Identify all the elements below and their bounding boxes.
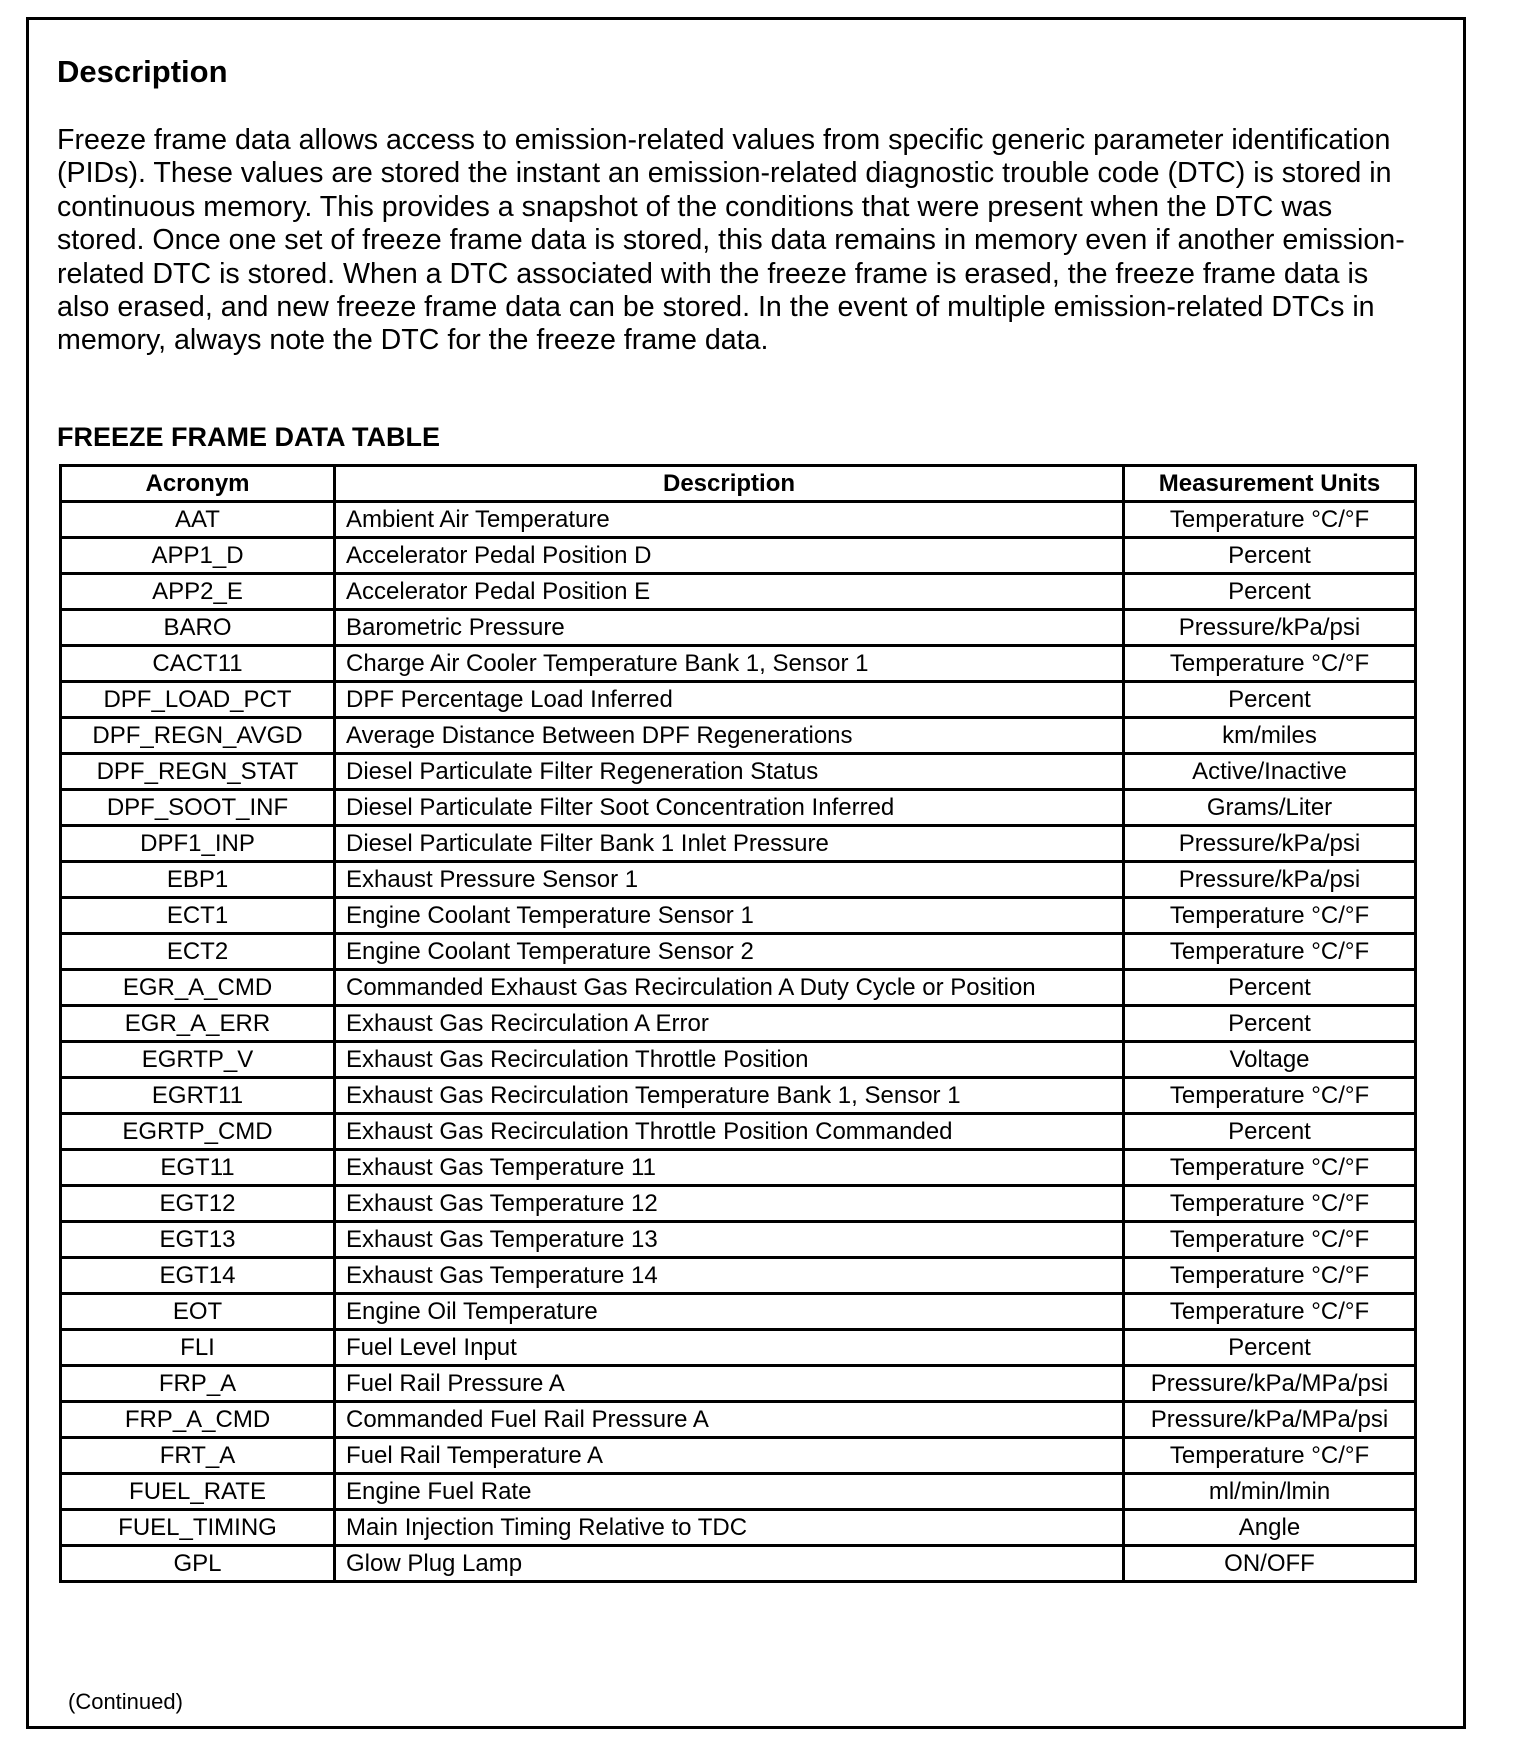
cell-description: Diesel Particulate Filter Bank 1 Inlet Pressure — [335, 826, 1124, 862]
cell-units: Temperature °C/°F — [1124, 1078, 1416, 1114]
cell-units: Pressure/kPa/psi — [1124, 862, 1416, 898]
cell-description: Average Distance Between DPF Regenerations — [335, 718, 1124, 754]
cell-units: Percent — [1124, 1330, 1416, 1366]
cell-units: Percent — [1124, 574, 1416, 610]
table-row — [61, 1366, 1416, 1402]
cell-acronym: AAT — [61, 502, 335, 538]
cell-units: Temperature °C/°F — [1124, 934, 1416, 970]
table-row — [61, 934, 1416, 970]
table-row — [61, 754, 1416, 790]
cell-acronym: EGT11 — [61, 1150, 335, 1186]
cell-description: Exhaust Gas Recirculation A Error — [335, 1006, 1124, 1042]
cell-units: Percent — [1124, 1114, 1416, 1150]
cell-units: Temperature °C/°F — [1124, 502, 1416, 538]
cell-units: Temperature °C/°F — [1124, 1186, 1416, 1222]
cell-acronym: FLI — [61, 1330, 335, 1366]
cell-description: Engine Coolant Temperature Sensor 2 — [335, 934, 1124, 970]
continued-note: (Continued) — [68, 1689, 183, 1714]
table-row — [61, 1150, 1416, 1186]
table-row — [61, 1510, 1416, 1546]
table-row — [61, 502, 1416, 538]
cell-acronym: EGRTP_CMD — [61, 1114, 335, 1150]
cell-acronym: EOT — [61, 1294, 335, 1330]
cell-units: Grams/Liter — [1124, 790, 1416, 826]
column-header-units: Measurement Units — [1124, 466, 1416, 502]
cell-units: Angle — [1124, 1510, 1416, 1546]
column-header-acronym: Acronym — [61, 466, 335, 502]
cell-acronym: DPF_SOOT_INF — [61, 790, 335, 826]
cell-units: Percent — [1124, 1006, 1416, 1042]
cell-acronym: EGT14 — [61, 1258, 335, 1294]
table-row — [61, 1294, 1416, 1330]
cell-acronym: GPL — [61, 1546, 335, 1582]
cell-description: Commanded Fuel Rail Pressure A — [335, 1402, 1124, 1438]
table-title: FREEZE FRAME DATA TABLE — [57, 422, 440, 452]
cell-acronym: EGR_A_CMD — [61, 970, 335, 1006]
cell-units: Pressure/kPa/psi — [1124, 610, 1416, 646]
description-paragraph: Freeze frame data allows access to emission-related values from specific generic parameter identification (PIDs). These values are stored the instant an emission-related diagnostic trouble code (DTC) is stored in continuous memory. This provides a snapshot of the conditions that were present when the DTC was stored. Once one set of freeze frame data is stored, this data remains in memory even if another emission-related DTC is stored. When a DTC associated with the freeze frame is erased, the freeze frame data is also erased, and new freeze frame data can be stored. In the event of multiple emission-related DTCs in memory, always note the DTC for the freeze frame data. — [57, 124, 1405, 357]
cell-units: km/miles — [1124, 718, 1416, 754]
cell-units: ON/OFF — [1124, 1546, 1416, 1582]
cell-description: DPF Percentage Load Inferred — [335, 682, 1124, 718]
cell-acronym: EGT13 — [61, 1222, 335, 1258]
cell-units: Voltage — [1124, 1042, 1416, 1078]
table-row — [61, 1042, 1416, 1078]
table-row — [61, 970, 1416, 1006]
table-row — [61, 1546, 1416, 1582]
cell-description: Fuel Rail Temperature A — [335, 1438, 1124, 1474]
cell-units: ml/min/lmin — [1124, 1474, 1416, 1510]
table-header-row — [61, 466, 1416, 502]
column-header-description: Description — [335, 466, 1124, 502]
table-row — [61, 898, 1416, 934]
cell-description: Exhaust Gas Recirculation Throttle Position Commanded — [335, 1114, 1124, 1150]
table-row — [61, 1114, 1416, 1150]
cell-description: Engine Oil Temperature — [335, 1294, 1124, 1330]
cell-acronym: EBP1 — [61, 862, 335, 898]
cell-description: Exhaust Gas Recirculation Throttle Position — [335, 1042, 1124, 1078]
table-row — [61, 826, 1416, 862]
cell-units: Pressure/kPa/psi — [1124, 826, 1416, 862]
cell-acronym: DPF_LOAD_PCT — [61, 682, 335, 718]
table-row — [61, 1474, 1416, 1510]
table-row — [61, 1402, 1416, 1438]
table-row — [61, 790, 1416, 826]
cell-description: Accelerator Pedal Position D — [335, 538, 1124, 574]
table-row — [61, 646, 1416, 682]
cell-acronym: EGR_A_ERR — [61, 1006, 335, 1042]
cell-acronym: CACT11 — [61, 646, 335, 682]
table-row — [61, 1222, 1416, 1258]
table-row — [61, 862, 1416, 898]
cell-description: Exhaust Pressure Sensor 1 — [335, 862, 1124, 898]
table-row — [61, 1006, 1416, 1042]
cell-description: Diesel Particulate Filter Regeneration Status — [335, 754, 1124, 790]
cell-description: Exhaust Gas Temperature 11 — [335, 1150, 1124, 1186]
table-row — [61, 1438, 1416, 1474]
cell-units: Temperature °C/°F — [1124, 646, 1416, 682]
table-row — [61, 574, 1416, 610]
cell-acronym: FUEL_TIMING — [61, 1510, 335, 1546]
cell-acronym: FRP_A — [61, 1366, 335, 1402]
table-row — [61, 682, 1416, 718]
description-heading: Description — [57, 54, 228, 89]
table-row — [61, 1330, 1416, 1366]
table-row — [61, 1186, 1416, 1222]
table-row — [61, 718, 1416, 754]
cell-acronym: FRT_A — [61, 1438, 335, 1474]
cell-units: Percent — [1124, 682, 1416, 718]
cell-units: Percent — [1124, 538, 1416, 574]
cell-acronym: EGRTP_V — [61, 1042, 335, 1078]
cell-description: Main Injection Timing Relative to TDC — [335, 1510, 1124, 1546]
cell-units: Pressure/kPa/MPa/psi — [1124, 1402, 1416, 1438]
cell-acronym: DPF_REGN_AVGD — [61, 718, 335, 754]
cell-units: Temperature °C/°F — [1124, 1258, 1416, 1294]
cell-description: Exhaust Gas Recirculation Temperature Bank 1, Sensor 1 — [335, 1078, 1124, 1114]
cell-description: Charge Air Cooler Temperature Bank 1, Sensor 1 — [335, 646, 1124, 682]
cell-description: Fuel Rail Pressure A — [335, 1366, 1124, 1402]
cell-acronym: APP1_D — [61, 538, 335, 574]
cell-units: Active/Inactive — [1124, 754, 1416, 790]
cell-acronym: EGT12 — [61, 1186, 335, 1222]
table-row — [61, 538, 1416, 574]
cell-description: Glow Plug Lamp — [335, 1546, 1124, 1582]
cell-description: Fuel Level Input — [335, 1330, 1124, 1366]
cell-description: Exhaust Gas Temperature 13 — [335, 1222, 1124, 1258]
cell-acronym: ECT2 — [61, 934, 335, 970]
cell-description: Engine Coolant Temperature Sensor 1 — [335, 898, 1124, 934]
cell-description: Ambient Air Temperature — [335, 502, 1124, 538]
cell-acronym: DPF1_INP — [61, 826, 335, 862]
cell-description: Accelerator Pedal Position E — [335, 574, 1124, 610]
cell-acronym: DPF_REGN_STAT — [61, 754, 335, 790]
cell-acronym: FRP_A_CMD — [61, 1402, 335, 1438]
cell-description: Commanded Exhaust Gas Recirculation A Duty Cycle or Position — [335, 970, 1124, 1006]
cell-acronym: ECT1 — [61, 898, 335, 934]
table-row — [61, 1078, 1416, 1114]
cell-acronym: EGRT11 — [61, 1078, 335, 1114]
cell-description: Diesel Particulate Filter Soot Concentration Inferred — [335, 790, 1124, 826]
cell-description: Barometric Pressure — [335, 610, 1124, 646]
cell-units: Temperature °C/°F — [1124, 1222, 1416, 1258]
cell-units: Pressure/kPa/MPa/psi — [1124, 1366, 1416, 1402]
cell-units: Temperature °C/°F — [1124, 1438, 1416, 1474]
table-row — [61, 1258, 1416, 1294]
cell-units: Percent — [1124, 970, 1416, 1006]
table-row — [61, 610, 1416, 646]
table-body — [61, 502, 1416, 1582]
cell-units: Temperature °C/°F — [1124, 1150, 1416, 1186]
cell-units: Temperature °C/°F — [1124, 1294, 1416, 1330]
cell-acronym: BARO — [61, 610, 335, 646]
cell-acronym: APP2_E — [61, 574, 335, 610]
cell-description: Engine Fuel Rate — [335, 1474, 1124, 1510]
freeze-frame-data-table — [59, 464, 1417, 1583]
cell-acronym: FUEL_RATE — [61, 1474, 335, 1510]
cell-description: Exhaust Gas Temperature 14 — [335, 1258, 1124, 1294]
cell-description: Exhaust Gas Temperature 12 — [335, 1186, 1124, 1222]
cell-units: Temperature °C/°F — [1124, 898, 1416, 934]
